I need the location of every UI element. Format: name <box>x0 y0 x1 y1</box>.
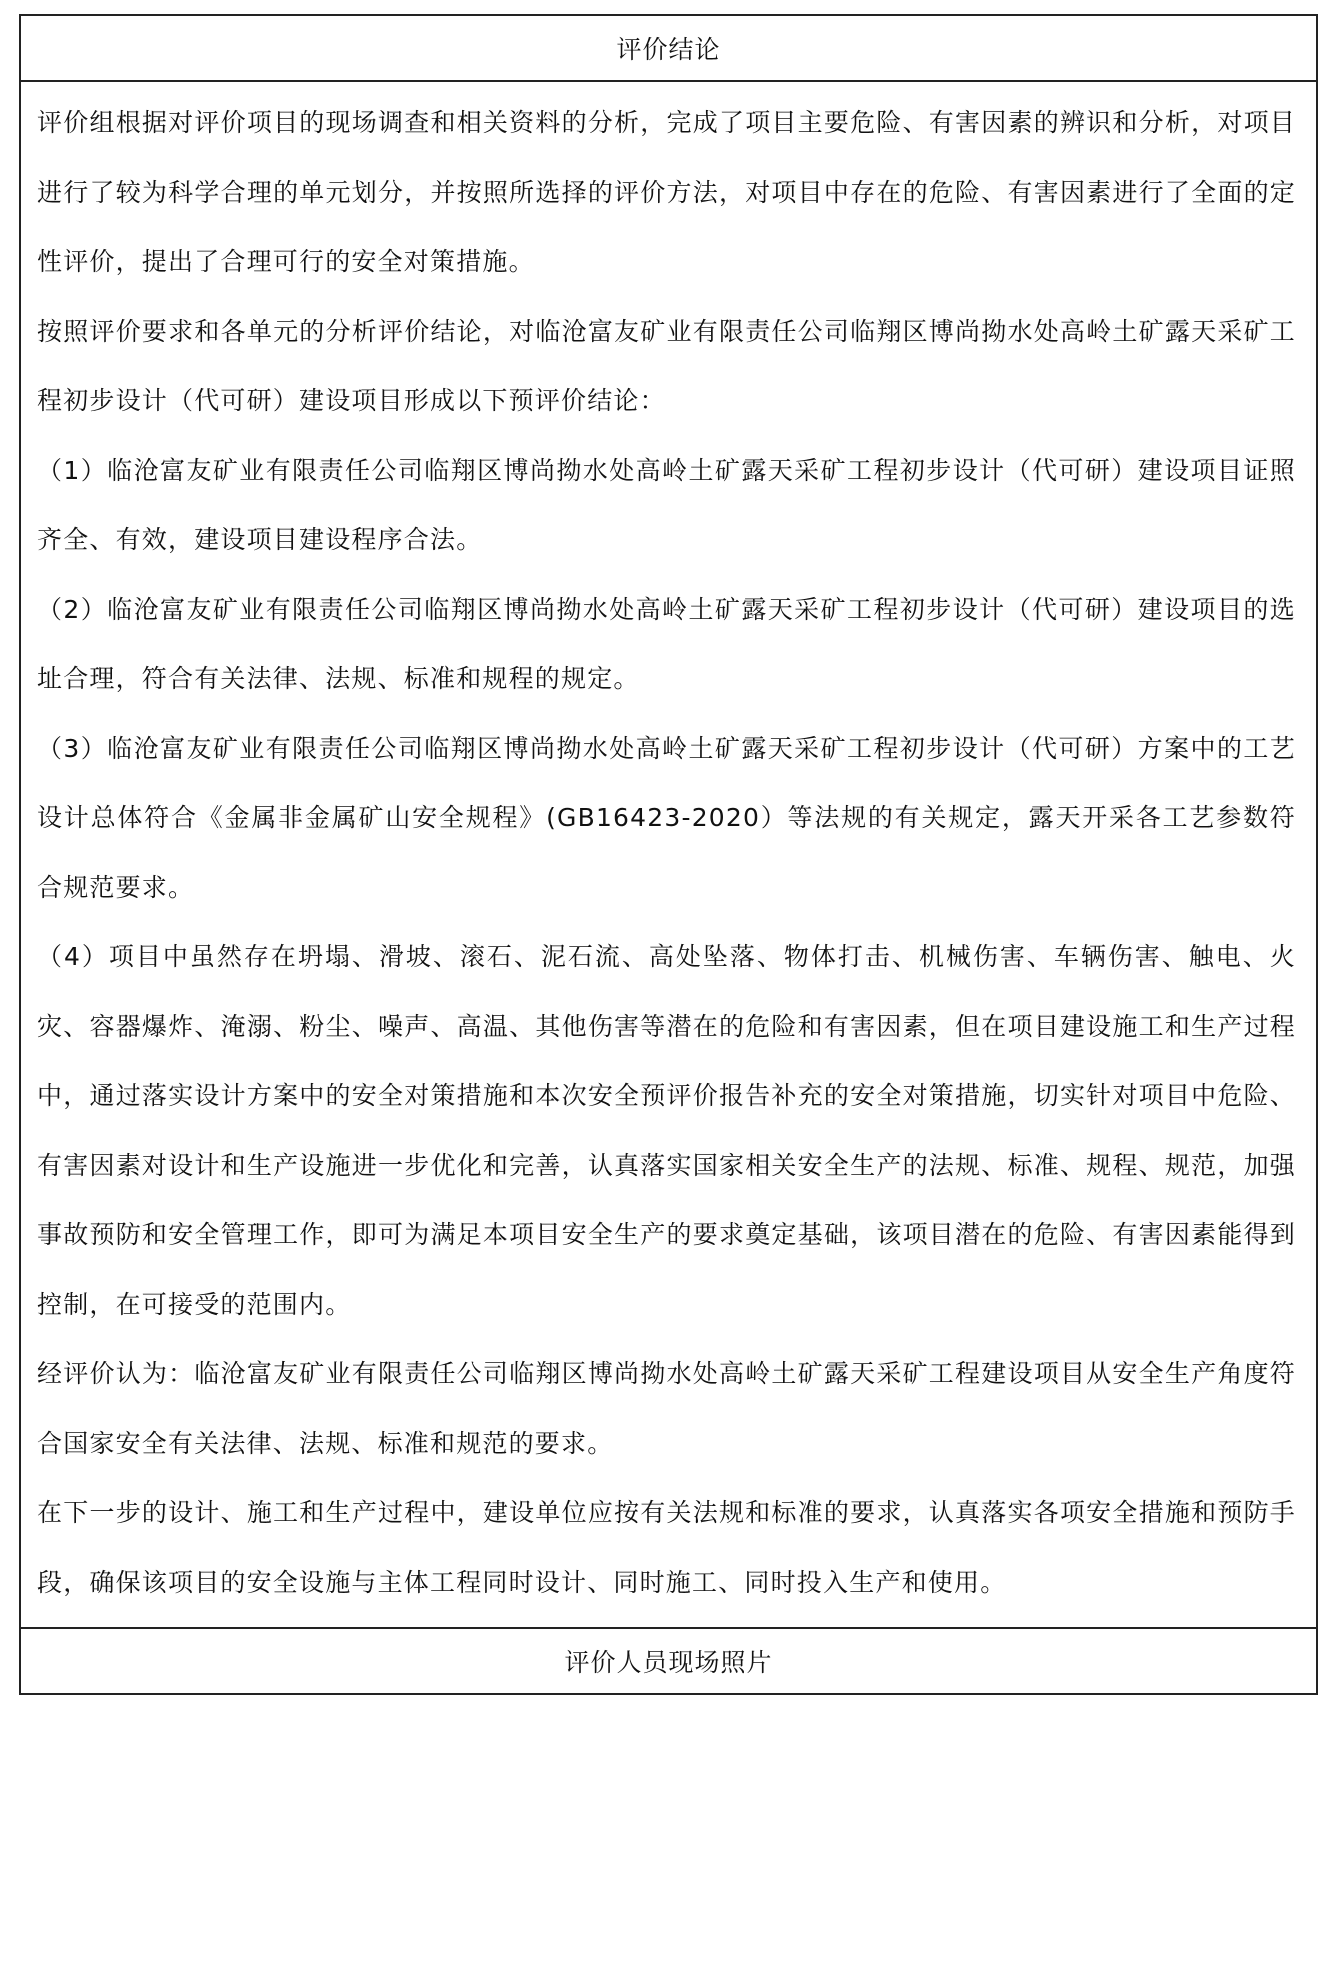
conclusion-body <box>21 82 1316 1627</box>
evaluation-table <box>19 14 1318 1695</box>
paragraph-evaluation: 经评价认为：临沧富友矿业有限责任公司临翔区博尚拗水处高岭土矿露天采矿工程建设项目从安全生产角度符合国家安全有关法律、法规、标准和规范的要求。 <box>37 1359 1296 1458</box>
paragraph-summary: 评价组根据对评价项目的现场调查和相关资料的分析，完成了项目主要危险、有害因素的辨识和分析，对项目进行了较为科学合理的单元划分，并按照所选择的评价方法，对项目中存在的危险、有害因素进行了全面的定性评价，提出了合理可行的安全对策措施。 <box>37 108 1296 276</box>
paragraph-intro: 按照评价要求和各单元的分析评价结论，对临沧富友矿业有限责任公司临翔区博尚拗水处高岭土矿露天采矿工程初步设计（代可研）建设项目形成以下预评价结论： <box>37 316 1296 415</box>
paragraph-item-4: （4）项目中虽然存在坍塌、滑坡、滚石、泥石流、高处坠落、物体打击、机械伤害、车辆伤害、触电、火灾、容器爆炸、淹溺、粉尘、噪声、高温、其他伤害等潜在的危险和有害因素，但在项目建设施工和生产过程中，通过落实设计方案中的安全对策措施和本次安全预评价报告补充的安全对策措施，切实针对项目中危险、有害因素对设计和生产设施进一步优化和完善，认真落实国家相关安全生产的法规、标准、规程、规范，加强事故预防和安全管理工作，即可为满足本项目安全生产的要求奠定基础，该项目潜在的危险、有害因素能得到控制，在可接受的范围内。 <box>37 942 1296 1319</box>
section-title-site-photos: 评价人员现场照片 <box>21 1627 1316 1693</box>
paragraph-item-3: （3）临沧富友矿业有限责任公司临翔区博尚拗水处高岭土矿露天采矿工程初步设计（代可研）方案中的工艺设计总体符合《金属非金属矿山安全规程》(GB16423-2020）等法规的有关规定，露天开采各工艺参数符合规范要求。 <box>37 733 1296 902</box>
paragraph-item-1: （1）临沧富友矿业有限责任公司临翔区博尚拗水处高岭土矿露天采矿工程初步设计（代可研）建设项目证照齐全、有效，建设项目建设程序合法。 <box>37 455 1296 554</box>
paragraph-item-2: （2）临沧富友矿业有限责任公司临翔区博尚拗水处高岭土矿露天采矿工程初步设计（代可研）建设项目的选址合理，符合有关法律、法规、标准和规程的规定。 <box>37 594 1296 693</box>
paragraph-next-steps: 在下一步的设计、施工和生产过程中，建设单位应按有关法规和标准的要求，认真落实各项安全措施和预防手段，确保该项目的安全设施与主体工程同时设计、同时施工、同时投入生产和使用。 <box>37 1498 1296 1597</box>
section-title-conclusion: 评价结论 <box>21 16 1316 82</box>
